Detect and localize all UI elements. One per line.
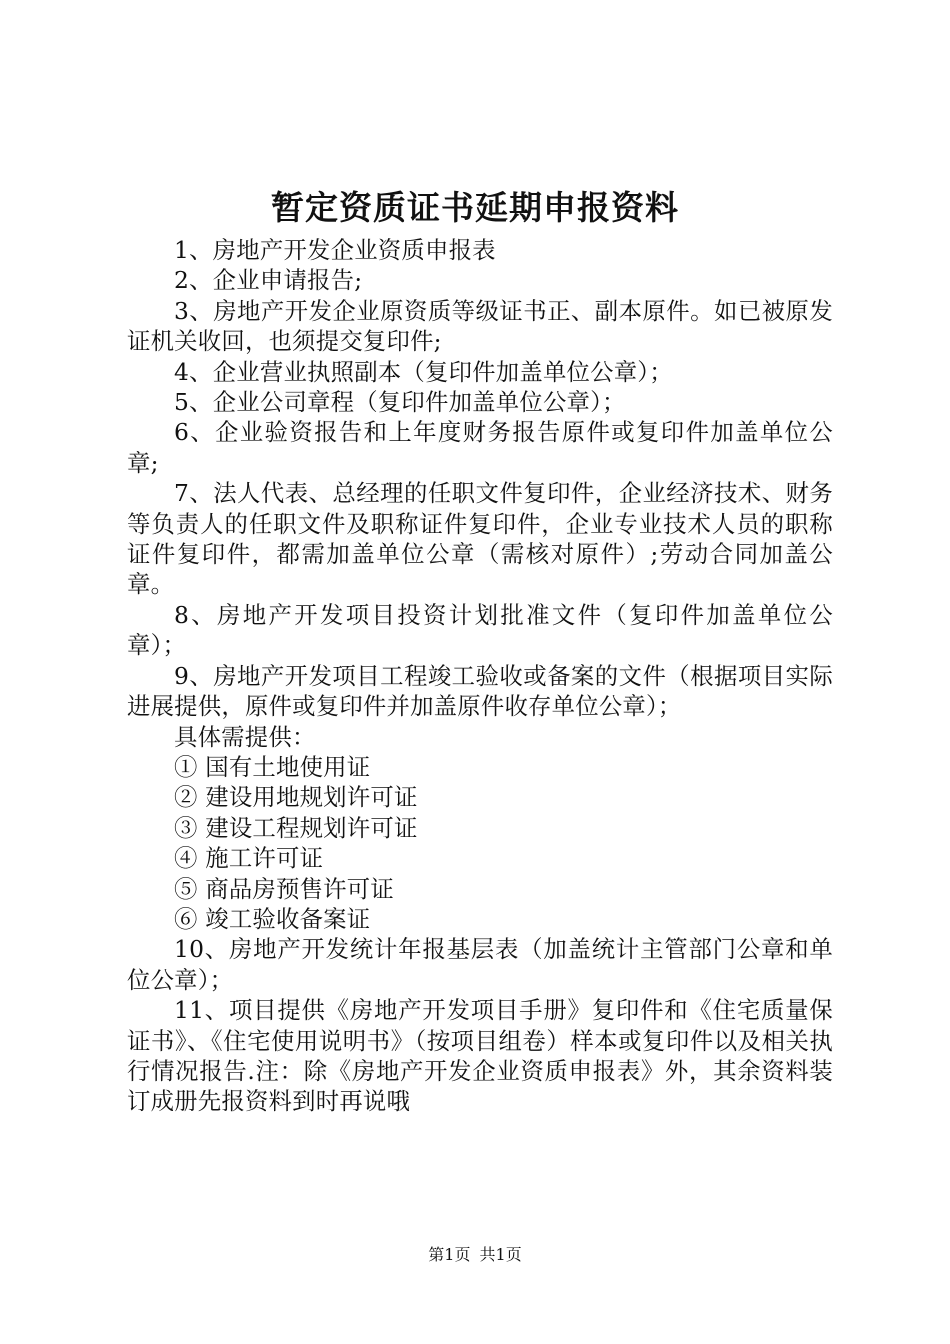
- specific-label: 具体需提供：: [174, 722, 316, 751]
- paragraph-8: 8、房地产开发项目投资计划批准文件（复印件加盖单位公章）；: [127, 600, 833, 660]
- paragraph-5: 5、企业公司章程（复印件加盖单位公章）；: [174, 388, 626, 417]
- specific-item-3: ③ 建设工程规划许可证: [174, 813, 418, 842]
- paragraph-7: 7、法人代表、总经理的任职文件复印件，企业经济技术、财务等负责人的任职文件及职称证件复印件，企业专业技术人员的职称证件复印件，都需加盖单位公章（需核对原件）;劳动合同加盖公章。: [127, 479, 833, 599]
- paragraph-10: 10、房地产开发统计年报基层表（加盖统计主管部门公章和单位公章）；: [127, 935, 833, 994]
- paragraph-11: 11、项目提供《房地产开发项目手册》复印件和《住宅质量保证书》、《住宅使用说明书》（按项目组卷）样本或复印件以及相关执行情况报告.注：除《房地产开发企业资质申报表》外，其余资料装订成册先报资料到时再说哦: [127, 996, 833, 1116]
- paragraph-3: 3、房地产开发企业原资质等级证书正、副本原件。如已被原发证机关收回，也须提交复印件;: [127, 296, 833, 356]
- specific-item-6: ⑥ 竣工验收备案证: [174, 904, 371, 933]
- paragraph-4: 4、企业营业执照副本（复印件加盖单位公章）；: [174, 357, 673, 386]
- page-footer: [0, 1244, 950, 1266]
- specific-item-1: ① 国有土地使用证: [174, 752, 371, 781]
- specific-item-5: ⑤ 商品房预售许可证: [174, 874, 394, 903]
- paragraph-9: 9、房地产开发项目工程竣工验收或备案的文件（根据项目实际进展提供，原件或复印件并加盖原件收存单位公章）；: [127, 661, 833, 721]
- page-number: 第1页: [428, 1245, 471, 1264]
- paragraph-6: 6、企业验资报告和上年度财务报告原件或复印件加盖单位公章;: [127, 418, 833, 477]
- page-total: 共1页: [479, 1245, 522, 1264]
- specific-item-4: ④ 施工许可证: [174, 844, 324, 873]
- document-title: 暂定资质证书延期申报资料: [271, 188, 679, 227]
- specific-item-2: ② 建设用地规划许可证: [174, 783, 418, 812]
- paragraph-1: 1、房地产开发企业资质申报表: [174, 236, 496, 264]
- document-body: [127, 235, 833, 1117]
- paragraph-2: 2、企业申请报告;: [174, 266, 363, 295]
